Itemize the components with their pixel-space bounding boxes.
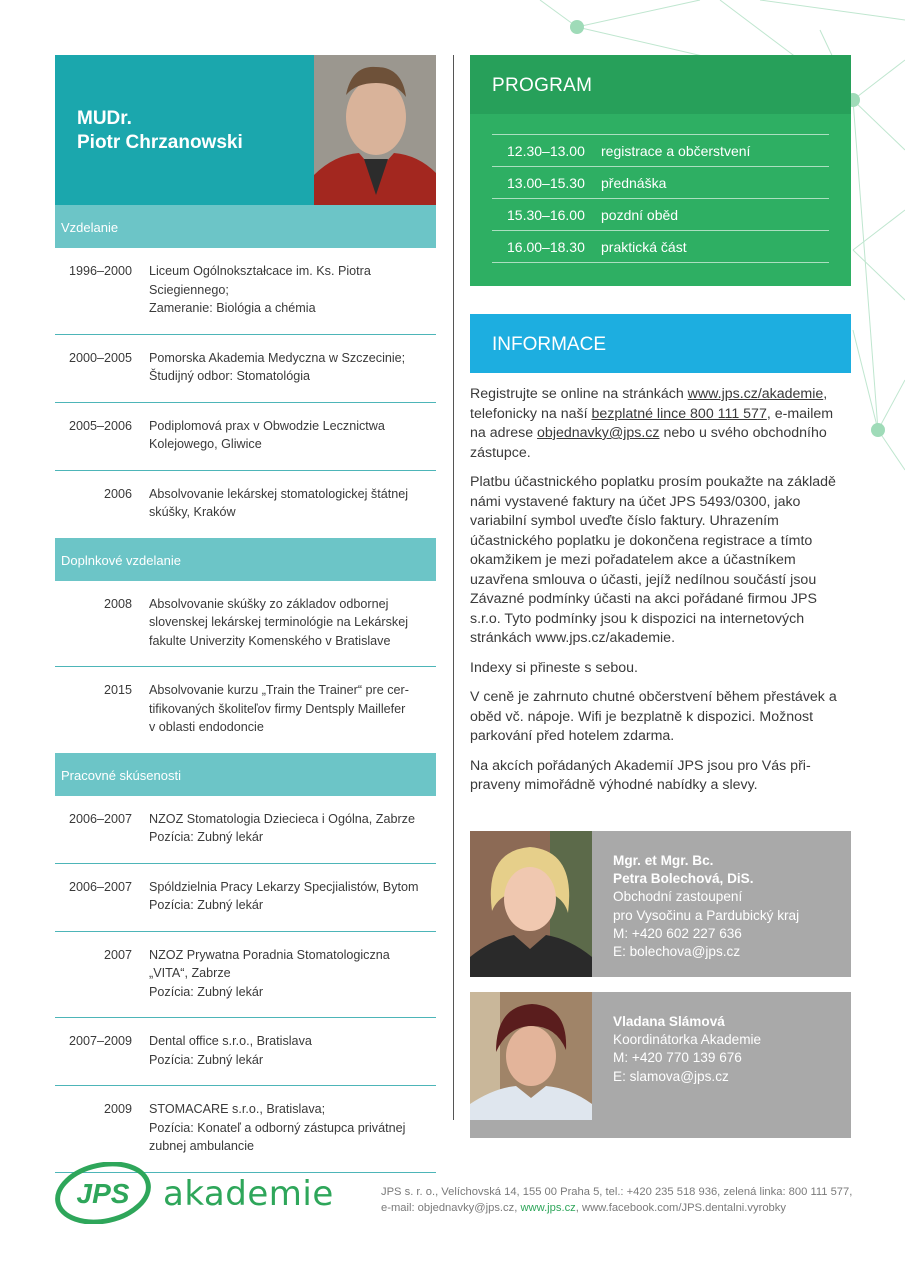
entry-line: Absolvovanie skúšky zo základov odbornej xyxy=(149,596,389,611)
speaker-fullname: Piotr Chrzanowski xyxy=(77,132,243,153)
entry-line: v oblasti endodoncie xyxy=(149,720,264,734)
program-schedule xyxy=(492,134,829,263)
program-time: 13.00–15.30 xyxy=(507,174,585,191)
speaker-header xyxy=(55,55,436,205)
jps-logo xyxy=(54,1162,152,1229)
entry-line: Dental office s.r.o., Bratislava xyxy=(149,1034,312,1048)
informace-text xyxy=(470,385,851,796)
entry-line: tifikovaných školiteľov firmy Dentsply Maillefer xyxy=(149,701,406,716)
entry-year: 2008 xyxy=(103,596,132,611)
entry-line: slovenskej lekárskej terminológie na Lekárskej xyxy=(149,615,408,629)
cv-entry xyxy=(55,471,436,538)
cv-entry xyxy=(55,581,436,668)
entry-line: zubnej ambulancie xyxy=(149,1139,255,1153)
entry-line: Pozícia: Zubný lekár xyxy=(149,898,264,912)
cv-entry xyxy=(55,403,436,471)
entry-line: Liceum Ogólnokształcace im. Ks. Piotra xyxy=(149,264,371,278)
section-heading: Pracovné skúsenosti xyxy=(55,753,436,796)
program-row xyxy=(492,231,829,263)
footer-line: e-mail: objednavky@jps.cz, www.jps.cz, www.facebook.com/JPS.dentalni.vyrobky xyxy=(381,1202,786,1214)
cv-entry xyxy=(55,335,436,403)
entry-text xyxy=(132,878,436,915)
entry-year: 2007 xyxy=(103,947,132,962)
entry-line: Absolvovanie lekárskej stomatologickej štátnej xyxy=(149,486,409,501)
program-row xyxy=(492,135,829,167)
column-divider xyxy=(453,55,454,1120)
speaker-name xyxy=(77,107,243,155)
program-time: 15.30–16.00 xyxy=(507,206,585,223)
cv-entry xyxy=(55,1086,436,1173)
info-paragraph: V ceně je zahrnuto chutné občerstvení během přestávek a oběd vč. nápoje. Wifi je bezplatně k dispozici. Možnost parkování před hotelem zdarma. xyxy=(470,689,837,744)
contact-phone: M: +420 770 139 676 xyxy=(613,1050,742,1066)
cv-entry xyxy=(55,864,436,932)
entry-line: Študijný odbor: Stomatológia xyxy=(149,369,311,383)
akademie-link[interactable]: www.jps.cz/akademie xyxy=(687,386,824,402)
entry-year: 2007–2009 xyxy=(68,1034,132,1048)
entry-text xyxy=(132,485,436,522)
footer-line: JPS s. r. o., Velíchovská 14, 155 00 Praha 5, tel.: +420 235 518 936, zelená linka: 800 111 577, xyxy=(381,1186,853,1198)
cv-entry xyxy=(55,796,436,864)
program-label: pozdní oběd xyxy=(601,206,679,223)
entry-text xyxy=(132,417,436,454)
entry-year: 2015 xyxy=(103,683,132,697)
entry-year: 2000–2005 xyxy=(68,350,132,365)
entry-line: fakulte Univerzity Komenského v Bratislave xyxy=(149,633,391,648)
entry-text xyxy=(132,810,436,847)
entry-line: Absolvovanie kurzu „Train the Trainer“ pre cer- xyxy=(149,683,409,697)
entry-text xyxy=(132,595,436,651)
speaker-title: MUDr. xyxy=(77,108,132,129)
entry-year: 1996–2000 xyxy=(68,264,132,278)
cv-entry xyxy=(55,1018,436,1086)
program-row xyxy=(492,199,829,231)
info-paragraph: Indexy si přineste s sebou. xyxy=(470,659,638,676)
contact-name: Petra Bolechová, DiS. xyxy=(613,871,754,887)
entry-text xyxy=(132,1032,436,1069)
entry-year: 2006–2007 xyxy=(68,811,132,826)
entry-line: Pomorska Akademia Medyczna w Szczecinie; xyxy=(149,350,406,365)
contact-photo xyxy=(470,992,592,1138)
contact-card xyxy=(470,992,851,1138)
entry-line: Kolejowego, Gliwice xyxy=(149,437,262,451)
contact-email[interactable]: E: bolechova@jps.cz xyxy=(613,944,741,960)
section-vzdelanie xyxy=(55,205,436,538)
contact-photo xyxy=(470,831,592,977)
contact-info xyxy=(613,1013,761,1086)
phone-link[interactable]: bezplatné lince 800 111 577 xyxy=(591,405,767,422)
contact-card xyxy=(470,831,851,977)
entry-line: skúšky, Kraków xyxy=(149,505,236,519)
entry-text xyxy=(132,1100,436,1156)
entry-year: 2009 xyxy=(103,1102,132,1116)
entry-text xyxy=(132,262,436,318)
entry-text xyxy=(132,946,436,1002)
informace-heading: INFORMACE xyxy=(470,314,851,373)
entry-line: Pozícia: Konateľ a odborný zástupca privátnej xyxy=(149,1120,406,1135)
program-time: 12.30–13.00 xyxy=(507,142,585,159)
program-time: 16.00–18.30 xyxy=(507,238,585,255)
entry-year: 2006–2007 xyxy=(68,879,132,894)
entry-text xyxy=(132,681,436,737)
cv-entry xyxy=(55,932,436,1019)
program-box xyxy=(470,55,851,286)
contact-line: pro Vysočinu a Pardubický kraj xyxy=(613,907,800,923)
entry-line: Pozícia: Zubný lekár xyxy=(149,1052,264,1067)
program-label: registrace a občerstvení xyxy=(601,142,751,159)
entry-line: „VITA“, Zabrze xyxy=(149,966,231,980)
section-heading: Doplnkové vzdelanie xyxy=(55,538,436,581)
entry-text xyxy=(132,349,436,386)
entry-line: NZOZ Prywatna Poradnia Stomatologiczna xyxy=(149,947,390,962)
email-link[interactable]: objednavky@jps.cz xyxy=(537,425,660,441)
cv-entry xyxy=(55,667,436,753)
cv-entry xyxy=(55,248,436,335)
entry-line: Spóldzielnia Pracy Lekarzy Specjialistów, Bytom xyxy=(149,879,419,894)
section-doplnkove-vzdelanie xyxy=(55,538,436,753)
program-row xyxy=(492,167,829,199)
logo-text: JPS xyxy=(76,1178,130,1209)
contact-info xyxy=(613,852,799,961)
program-heading: PROGRAM xyxy=(470,55,851,114)
section-pracovne-skusenosti xyxy=(55,753,436,1173)
entry-year: 2005–2006 xyxy=(68,418,132,433)
footer-address xyxy=(381,1184,852,1216)
section-heading: Vzdelanie xyxy=(55,205,436,248)
contact-email[interactable]: E: slamova@jps.cz xyxy=(613,1068,729,1084)
info-paragraph: Na akcích pořádaných Akademií JPS jsou pro Vás připraveny mimořádně výhodné nabídky a slevy. xyxy=(470,757,811,793)
entry-year: 2006 xyxy=(103,486,132,501)
cv-column xyxy=(55,55,436,1173)
contact-line: Obchodní zastoupení xyxy=(613,889,743,905)
entry-line: Sciegiennego; xyxy=(149,282,229,297)
entry-line: STOMACARE s.r.o., Bratislava; xyxy=(149,1102,326,1116)
brand-name: akademie xyxy=(163,1174,334,1214)
entry-line: Pozícia: Zubný lekár xyxy=(149,984,264,999)
website-link[interactable]: www.jps.cz xyxy=(520,1202,576,1214)
event-column xyxy=(470,55,851,1084)
contact-line: Koordinátorka Akademie xyxy=(613,1032,762,1048)
entry-line: NZOZ Stomatologia Dziecieca i Ogólna, Zabrze xyxy=(149,811,415,826)
contact-name: Mgr. et Mgr. Bc. xyxy=(613,853,714,868)
speaker-photo xyxy=(314,55,436,205)
entry-line: Podiplomová prax v Obwodzie Lecznictwa xyxy=(149,418,385,433)
contact-phone: M: +420 602 227 636 xyxy=(613,925,742,941)
program-label: přednáška xyxy=(601,174,667,191)
entry-line: Pozícia: Zubný lekár xyxy=(149,830,264,844)
entry-line: Zameranie: Biológia a chémia xyxy=(149,301,316,315)
contact-name: Vladana Slámová xyxy=(613,1014,725,1029)
info-paragraph: Platbu účastnického poplatku prosím poukažte na základě námi vystavené faktury na účet JPS 5493/0300, jako variabilní symbol uveďte číslo faktury. Uhrazením účastnického poplatku je dokončena registrace a tímto okamžikem je mezi pořadatelem akce a účastníkem uzavřena smlouva o účasti, jejíž nedílnou součástí jsou Závazné podmínky účasti na akci pořádané firmou JPS s.r.o. Tyto podmínky jsou k dispozici na internetových stránkách www.jps.cz/akademie. xyxy=(470,474,836,646)
program-label: praktická část xyxy=(601,238,687,255)
info-paragraph: Registrujte se online na stránkách www.jps.cz/akademie, telefonicky na naší bezplatné lince 800 111 577, e-mailem na adrese objednavky@jps.cz nebo u svého obchodního zástupce. xyxy=(470,386,834,461)
